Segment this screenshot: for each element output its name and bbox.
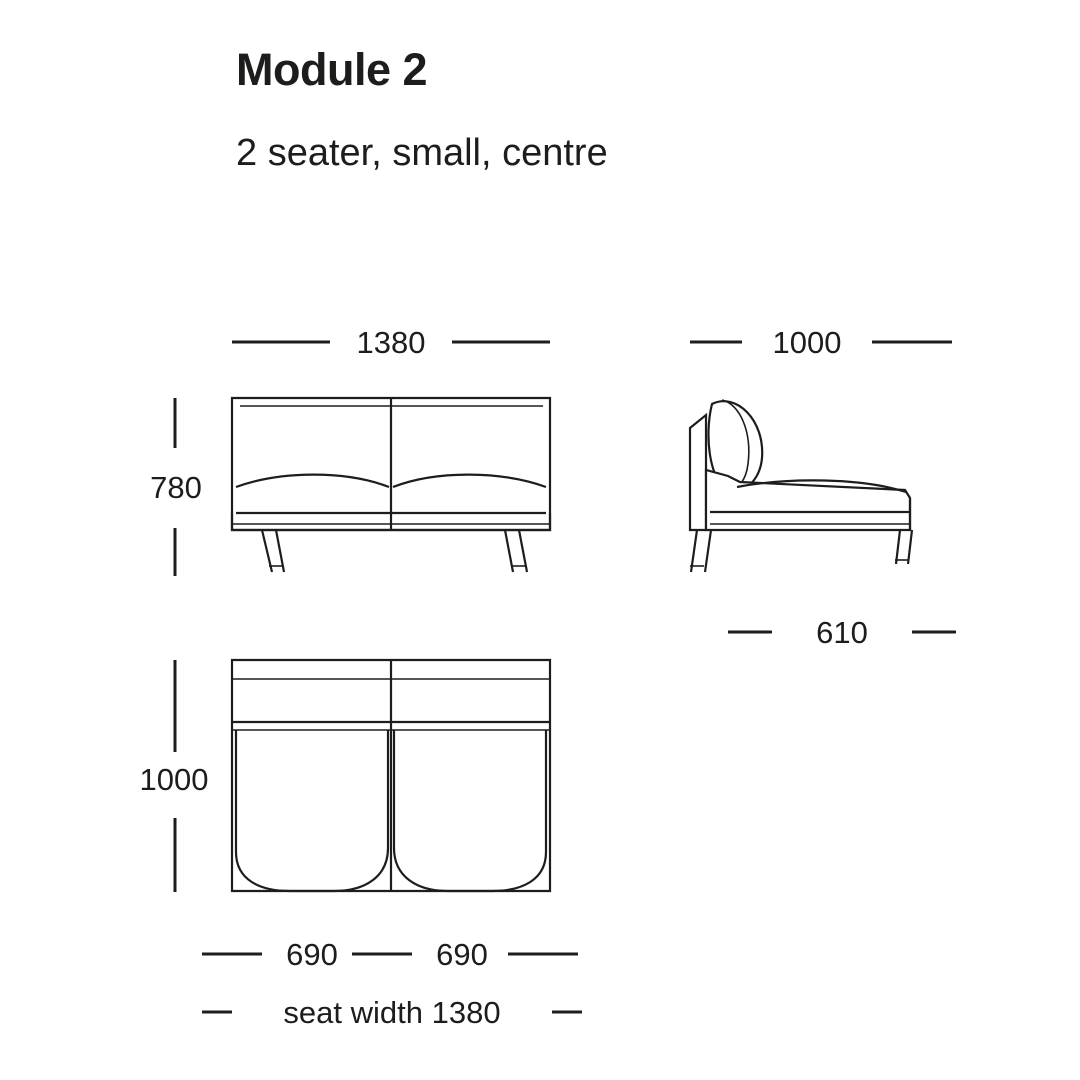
label-plan-seat-right: 690: [436, 937, 488, 972]
label-side-depth: 1000: [772, 325, 842, 360]
page-title: Module 2: [236, 44, 428, 95]
page-subtitle: 2 seater, small, centre: [236, 132, 608, 174]
front-view-sofa: [232, 398, 550, 572]
label-side-lower: 610: [816, 615, 868, 650]
label-plan-seat-width: seat width 1380: [283, 995, 501, 1030]
side-view-sofa: [690, 400, 912, 572]
label-front-width: 1380: [356, 325, 426, 360]
label-plan-seat-left: 690: [286, 937, 338, 972]
label-front-height: 780: [150, 470, 202, 505]
plan-view-sofa: [232, 660, 550, 891]
label-plan-depth: 1000: [139, 762, 209, 797]
